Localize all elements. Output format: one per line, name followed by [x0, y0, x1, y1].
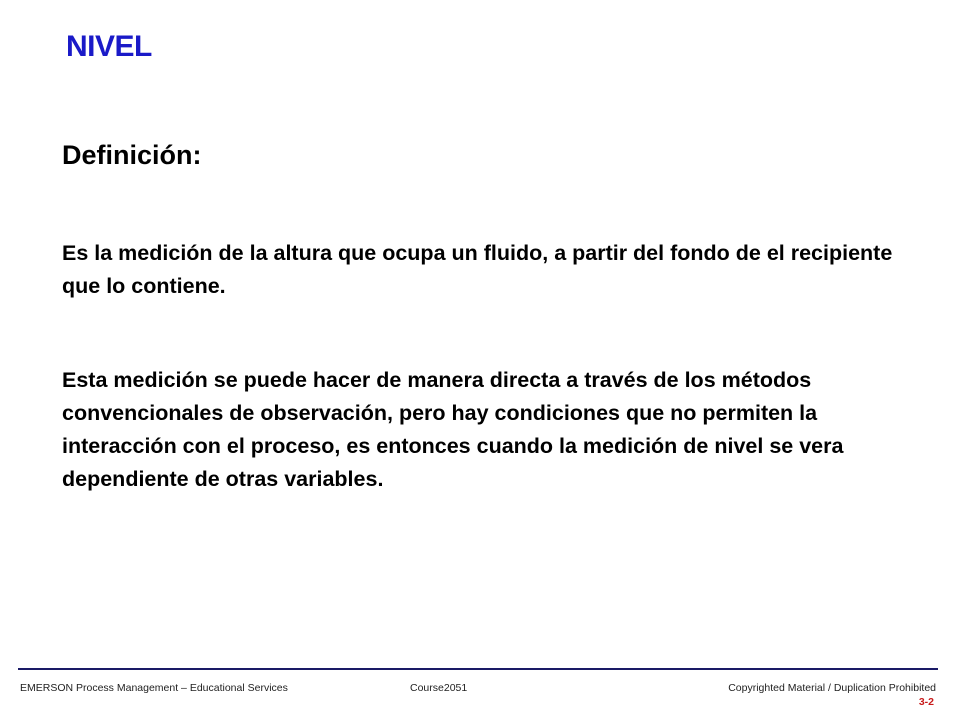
page-number: 3-2	[918, 696, 934, 708]
definition-paragraph: Es la medición de la altura que ocupa un fluido, a partir del fondo de el recipiente que lo contiene.	[62, 241, 893, 298]
measurement-paragraph: Esta medición se puede hacer de manera directa a través de los métodos convencionales de observación, pero hay condiciones que no permiten la interacción con el proceso, es entonces cuando la medición de nivel se vera dependiente de otras variables.	[62, 368, 844, 491]
footer-course: Course2051	[410, 682, 468, 694]
slide-title: NIVEL	[66, 30, 152, 63]
section-heading: Definición:	[62, 140, 202, 170]
footer-copyright: Copyrighted Material / Duplication Prohibited	[728, 682, 936, 694]
footer-divider	[18, 668, 938, 670]
footer-company: EMERSON Process Management – Educational Services	[20, 682, 288, 694]
